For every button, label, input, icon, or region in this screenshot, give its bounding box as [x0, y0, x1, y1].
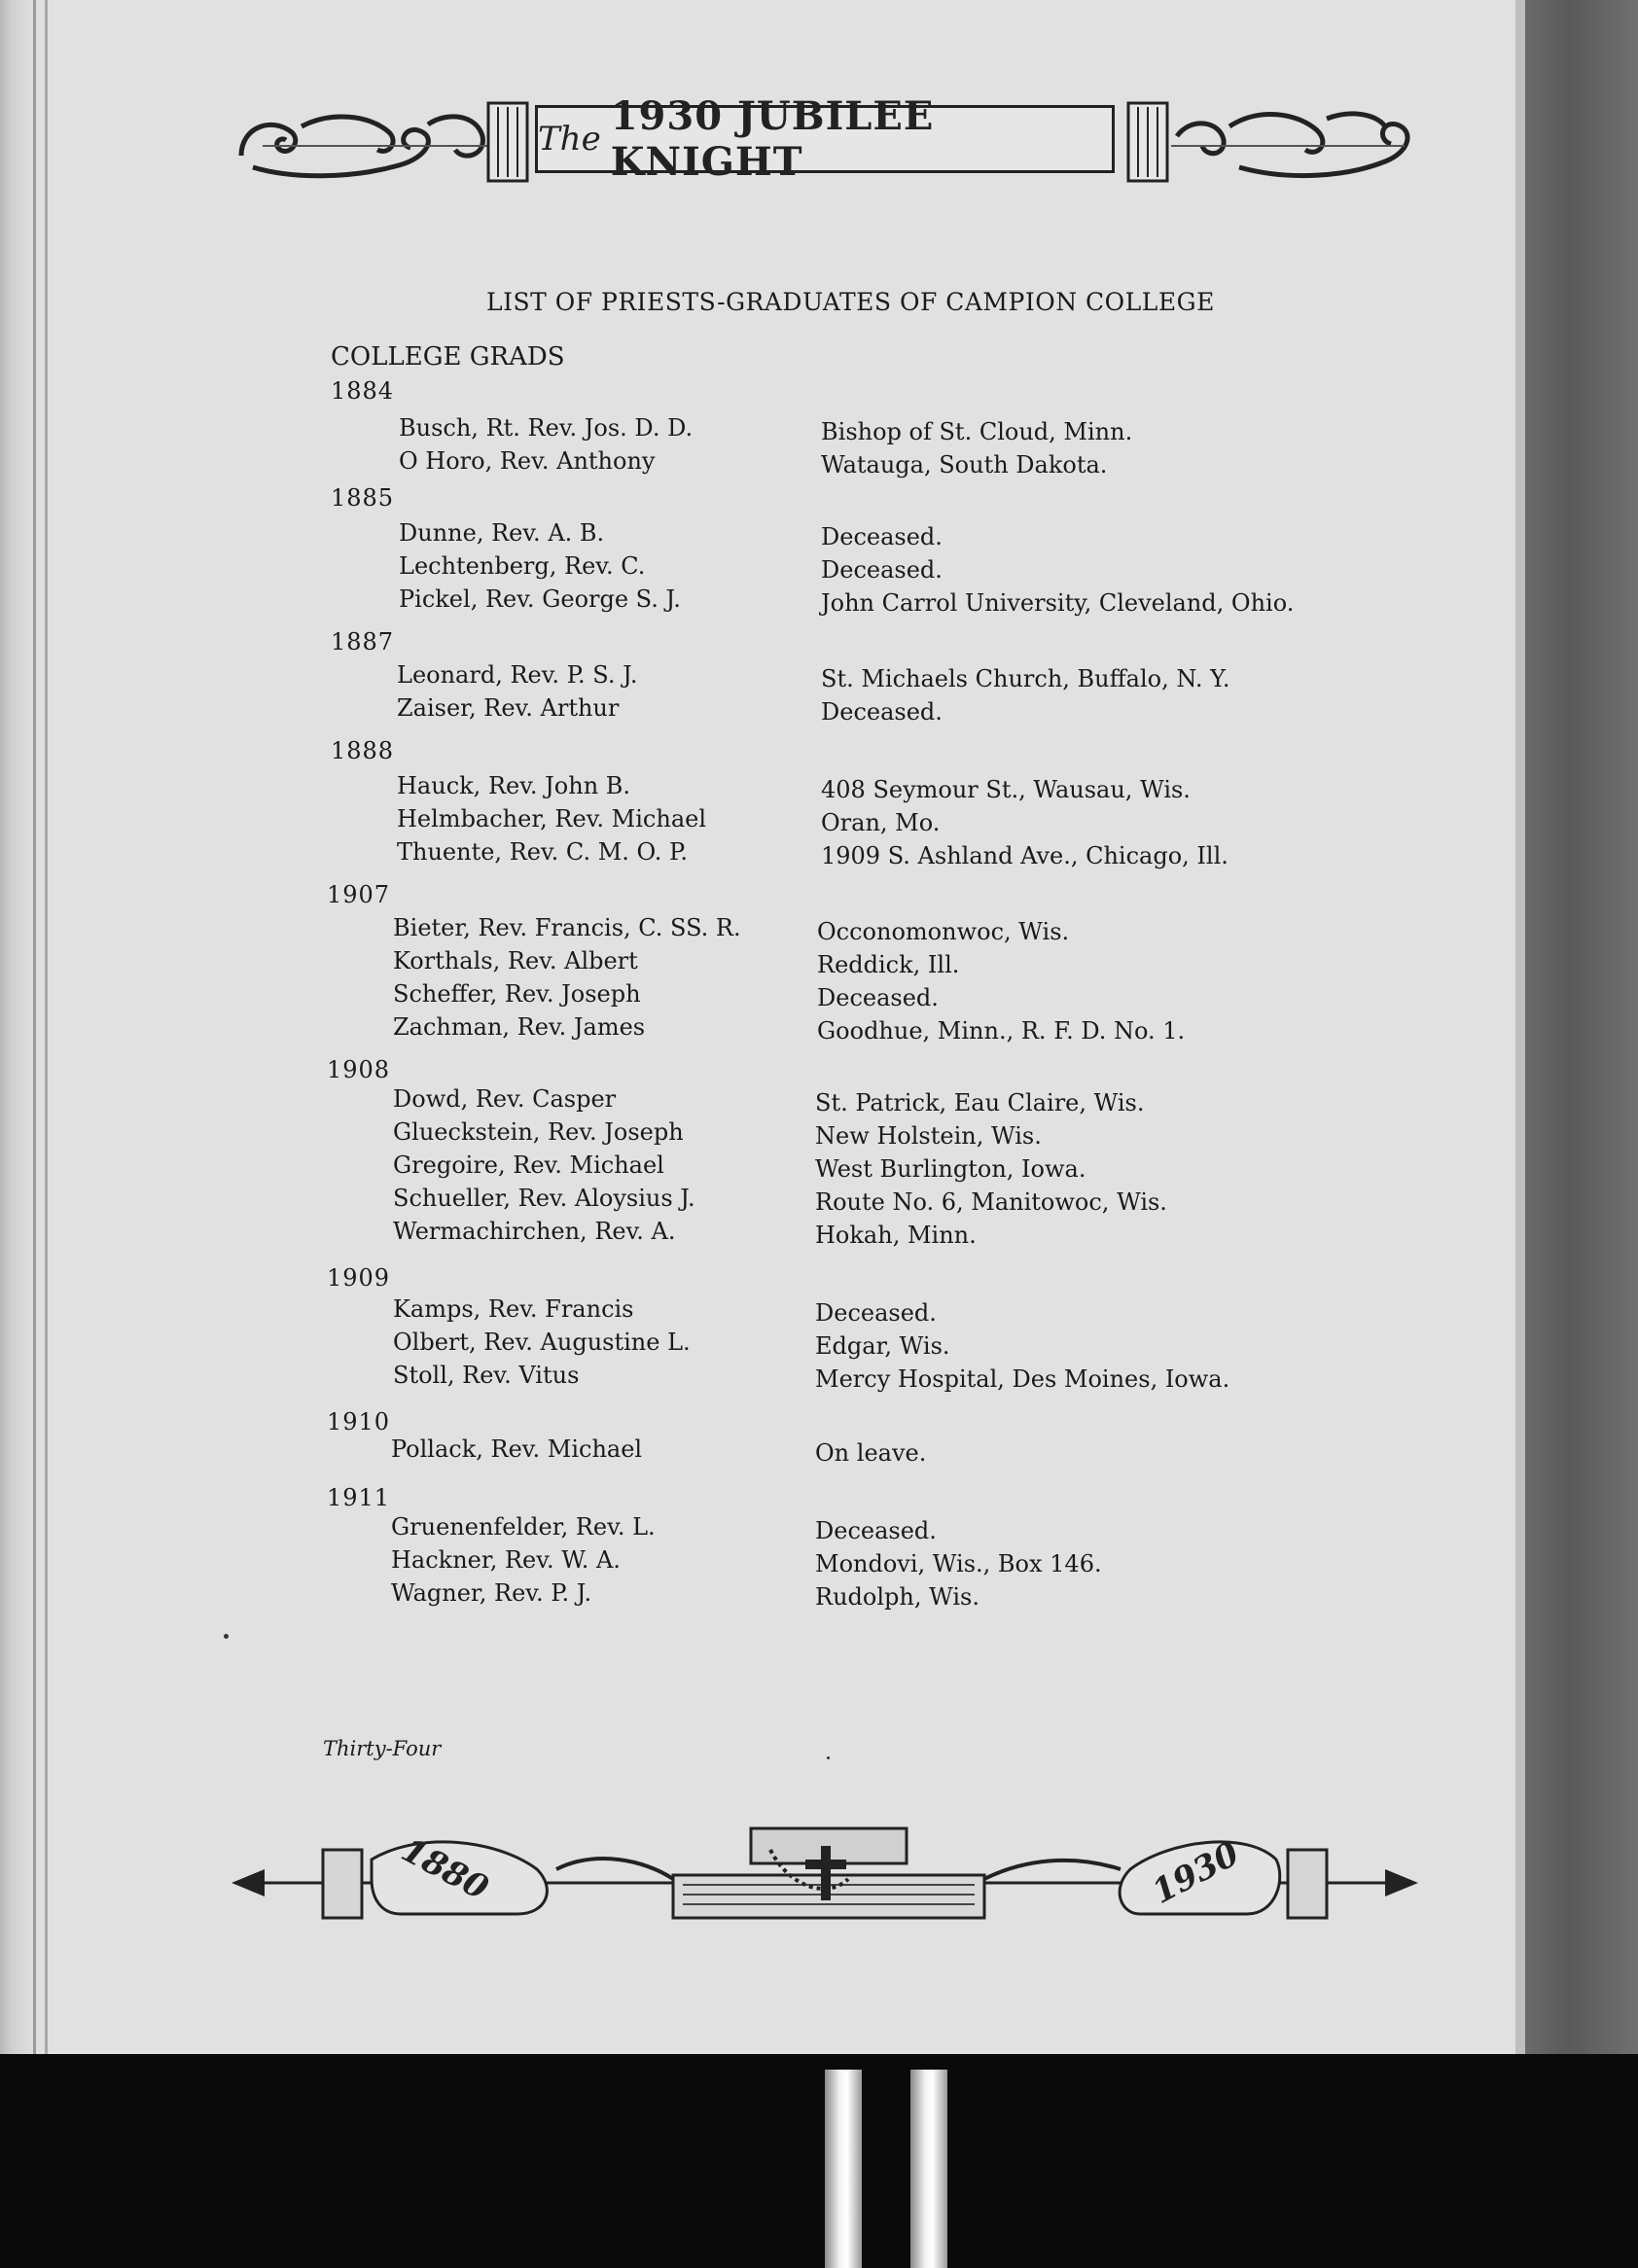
graduate-location: 1909 S. Ashland Ave., Chicago, Ill. — [821, 842, 1228, 869]
header-the: The — [538, 120, 601, 159]
graduate-name: Thuente, Rev. C. M. O. P. — [397, 838, 688, 866]
graduate-location: New Holstein, Wis. — [815, 1122, 1042, 1150]
graduate-name: Glueckstein, Rev. Joseph — [393, 1118, 684, 1146]
graduate-location: Rudolph, Wis. — [815, 1583, 979, 1611]
right-scroll-ornament — [1122, 97, 1424, 187]
graduate-name: Gregoire, Rev. Michael — [393, 1152, 664, 1179]
graduate-name: Pollack, Rev. Michael — [391, 1435, 643, 1463]
graduate-location: Occonomonwoc, Wis. — [817, 918, 1070, 945]
graduate-location: Deceased. — [821, 523, 943, 550]
page-speck — [827, 1756, 830, 1759]
graduate-name: Bieter, Rev. Francis, C. SS. R. — [393, 914, 741, 941]
graduate-name: Stoll, Rev. Vitus — [393, 1362, 580, 1389]
year-heading: 1911 — [327, 1484, 391, 1511]
graduate-name: Wagner, Rev. P. J. — [391, 1579, 592, 1607]
graduate-location: Deceased. — [817, 984, 939, 1011]
scan-background — [0, 2054, 1638, 2268]
page-number: Thirty-Four — [323, 1737, 442, 1760]
graduate-location: Edgar, Wis. — [815, 1332, 950, 1360]
left-scroll-ornament — [233, 97, 535, 187]
graduate-location: St. Michaels Church, Buffalo, N. Y. — [821, 665, 1230, 692]
graduate-location: Mercy Hospital, Des Moines, Iowa. — [815, 1365, 1230, 1393]
graduate-name: O Horo, Rev. Anthony — [399, 447, 656, 475]
graduate-location: Deceased. — [815, 1299, 937, 1327]
year-heading: 1907 — [327, 881, 391, 908]
graduate-location: Goodhue, Minn., R. F. D. No. 1. — [817, 1017, 1186, 1045]
graduate-name: Gruenenfelder, Rev. L. — [391, 1513, 656, 1541]
graduate-location: Route No. 6, Manitowoc, Wis. — [815, 1188, 1167, 1216]
graduate-location: Bishop of St. Cloud, Minn. — [821, 418, 1133, 445]
header-title: 1930 JUBILEE KNIGHT — [610, 93, 935, 185]
footer-ribbon-ornament — [226, 1821, 1424, 1928]
year-heading: 1885 — [331, 484, 395, 512]
year-heading: 1910 — [327, 1408, 391, 1435]
page-speck — [224, 1634, 229, 1639]
graduate-name: Dunne, Rev. A. B. — [399, 519, 605, 547]
graduate-location: Watauga, South Dakota. — [821, 451, 1108, 478]
graduate-name: Schueller, Rev. Aloysius J. — [393, 1185, 695, 1212]
document-title: LIST OF PRIESTS-GRADUATES OF CAMPION COLLEGE — [486, 288, 1215, 316]
graduate-location: St. Patrick, Eau Claire, Wis. — [815, 1089, 1145, 1116]
graduate-name: Leonard, Rev. P. S. J. — [397, 661, 638, 689]
graduate-location: Mondovi, Wis., Box 146. — [815, 1550, 1102, 1577]
scan-clip — [825, 2070, 862, 2268]
adjacent-page-edge — [1525, 0, 1638, 2054]
graduate-name: Pickel, Rev. George S. J. — [399, 585, 681, 613]
binding-line — [45, 0, 48, 2054]
binding-line — [33, 0, 36, 2054]
graduate-location: Deceased. — [821, 556, 943, 584]
footer-year-right: 1930 — [1146, 1834, 1246, 1912]
header-banner — [233, 93, 1424, 187]
header-title-box — [535, 93, 1115, 185]
graduate-name: Dowd, Rev. Casper — [393, 1085, 617, 1113]
graduate-name: Helmbacher, Rev. Michael — [397, 805, 707, 833]
scan-clip — [910, 2070, 947, 2268]
year-heading: 1888 — [331, 737, 395, 764]
graduate-location: Deceased. — [815, 1517, 937, 1544]
graduate-name: Hackner, Rev. W. A. — [391, 1546, 621, 1574]
year-heading: 1887 — [331, 628, 395, 656]
year-heading: 1908 — [327, 1056, 391, 1083]
footer-ornament — [226, 1821, 1424, 1928]
graduate-name: Scheffer, Rev. Joseph — [393, 980, 641, 1008]
graduate-location: Reddick, Ill. — [817, 951, 960, 978]
graduate-location: John Carrol University, Cleveland, Ohio. — [821, 589, 1295, 617]
graduate-name: Wermachirchen, Rev. A. — [393, 1218, 676, 1245]
year-heading: 1884 — [331, 377, 395, 405]
graduate-name: Zaiser, Rev. Arthur — [397, 694, 620, 722]
graduate-location: On leave. — [815, 1439, 927, 1467]
section-heading: COLLEGE GRADS — [331, 342, 565, 372]
graduate-location: Hokah, Minn. — [815, 1222, 977, 1249]
graduate-name: Olbert, Rev. Augustine L. — [393, 1329, 691, 1356]
graduate-name: Lechtenberg, Rev. C. — [399, 552, 646, 580]
graduate-location: Oran, Mo. — [821, 809, 941, 836]
graduate-name: Hauck, Rev. John B. — [397, 772, 631, 799]
year-heading: 1909 — [327, 1264, 391, 1292]
graduate-name: Zachman, Rev. James — [393, 1013, 646, 1041]
page-binding — [0, 0, 58, 2054]
graduate-location: West Burlington, Iowa. — [815, 1155, 1086, 1183]
graduate-name: Busch, Rt. Rev. Jos. D. D. — [399, 414, 694, 442]
graduate-name: Korthals, Rev. Albert — [393, 947, 638, 975]
graduate-location: Deceased. — [821, 698, 943, 726]
graduate-name: Kamps, Rev. Francis — [393, 1295, 634, 1323]
graduate-location: 408 Seymour St., Wausau, Wis. — [821, 776, 1191, 803]
footer-year-left: 1880 — [395, 1830, 495, 1908]
